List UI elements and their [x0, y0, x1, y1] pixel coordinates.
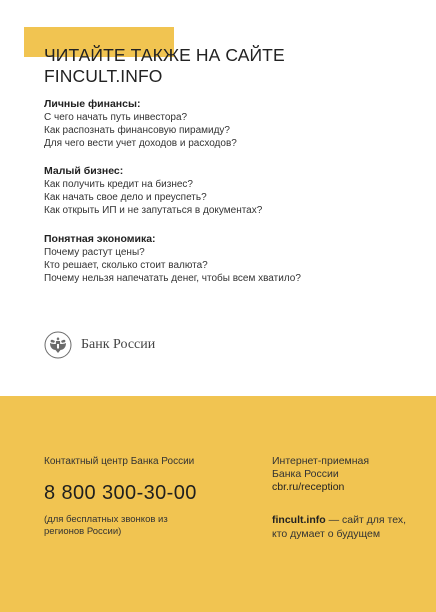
article-link[interactable]: Как распознать финансовую пирамиду? [44, 125, 230, 137]
phone-number[interactable]: 8 800 300-30-00 [44, 482, 197, 504]
article-link[interactable]: Для чего вести учет доходов и расходов? [44, 138, 237, 150]
heading-line-2: FINCULT.INFO [44, 66, 163, 86]
reception-label-line-1: Интернет-приемная [272, 455, 370, 467]
contact-label: Контактный центр Банка России [44, 456, 195, 467]
fincult-text: — сайт для тех, кто думает о будущем [272, 514, 406, 540]
article-link[interactable]: Кто решает, сколько стоит валюта? [44, 260, 208, 272]
article-link[interactable]: Почему растут цены? [44, 247, 145, 258]
heading-line-1: ЧИТАЙТЕ ТАКЖЕ НА САЙТЕ [44, 45, 285, 65]
article-link[interactable]: С чего начать путь инвестора? [44, 112, 188, 123]
article-link[interactable]: Как получить кредит на бизнес? [44, 179, 193, 190]
contact-center [44, 456, 244, 538]
article-link[interactable]: Как начать свое дело и преуспеть? [44, 192, 207, 204]
article-link[interactable]: Почему нельзя напечатать денег, чтобы всем хватило? [44, 273, 301, 285]
section-title: Малый бизнес: [44, 165, 124, 177]
fincult-promo [272, 513, 412, 541]
reception-link[interactable]: cbr.ru/reception [272, 481, 345, 493]
section-small-business [44, 165, 414, 218]
fincult-link[interactable]: fincult.info [272, 514, 326, 526]
footer [0, 396, 436, 612]
bank-of-russia-logo [44, 330, 155, 360]
phone-note: (для бесплатных звонков из регионов России) [44, 514, 168, 537]
article-link[interactable]: Как открыть ИП и не запутаться в документах? [44, 205, 263, 217]
section-personal-finance [44, 98, 414, 151]
page-heading [44, 45, 424, 87]
section-title: Личные финансы: [44, 98, 141, 110]
online-reception [272, 455, 412, 541]
reception-label-line-2: Банка России [272, 468, 339, 480]
section-economy [44, 233, 414, 286]
double-headed-eagle-icon [44, 331, 72, 359]
section-title: Понятная экономика: [44, 233, 156, 245]
logo-text: Банк России [81, 337, 156, 352]
reception-label [272, 455, 412, 481]
